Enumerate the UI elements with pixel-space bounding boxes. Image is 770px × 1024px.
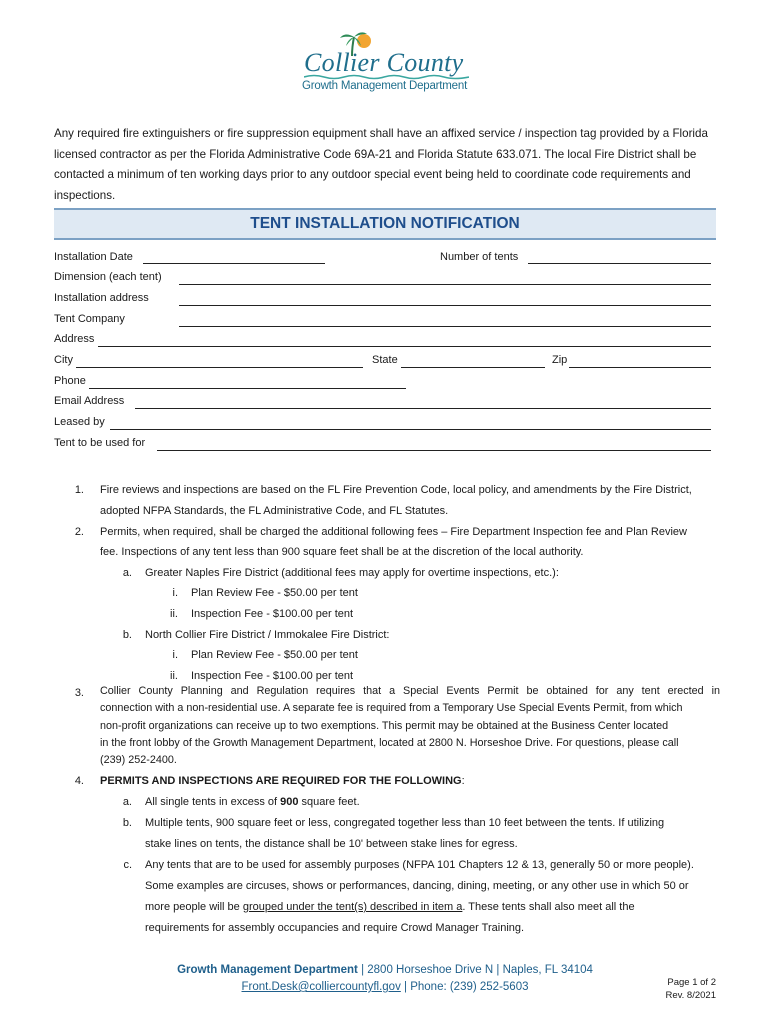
list-item: Permits, when required, shall be charged the additional following fees – Fire Department Inspection fee and Plan Review [100, 525, 687, 538]
email-label: Email Address [54, 395, 125, 407]
email-field[interactable] [135, 408, 711, 409]
installation-address-field[interactable] [179, 305, 711, 306]
footer-address-line [0, 964, 770, 976]
list-item: Plan Review Fee - $50.00 per tent [191, 649, 358, 661]
installation-date-label: Installation Date [54, 251, 133, 263]
number-of-tents-label: Number of tents [440, 251, 519, 263]
list-item [145, 897, 635, 918]
intro-paragraph: Any required fire extinguishers or fire suppression equipment shall have an affixed service / inspection tag provided by a Florida licensed contractor as per the Florida Administrative Code 69A-21 and Florida Statute 633.071. The local Fire District shall be contacted a minimum of ten working days prior to any outdoor special event being held to coordinate code requirements and inspections. [54, 127, 708, 202]
list-item: adopted NFPA Standards, the FL Administrative Code, and FL Statutes. [100, 504, 449, 517]
phone-label: Phone [54, 375, 86, 387]
state-field[interactable] [401, 367, 545, 368]
address-field[interactable] [98, 346, 711, 347]
list-item: Plan Review Fee - $50.00 per tent [191, 587, 358, 599]
list-number: b. [122, 817, 132, 829]
list-number: 4. [74, 775, 84, 787]
footer-dept: Growth Management Department [177, 964, 358, 976]
installation-date-field[interactable] [143, 263, 325, 264]
list-item: Multiple tents, 900 square feet or less, congregated together less than 10 feet between the tents. If utilizing [145, 817, 665, 829]
list-number: i. [172, 587, 178, 599]
list-item: requirements for assembly occupancies and require Crowd Manager Training. [145, 922, 525, 934]
logo-title: Collier County [304, 48, 464, 77]
city-field[interactable] [76, 367, 363, 368]
logo-subtitle: Growth Management Department [302, 80, 468, 92]
leased-by-label: Leased by [54, 416, 105, 428]
list-number: c. [123, 859, 132, 871]
list-number: ii. [170, 608, 178, 620]
state-label: State [372, 354, 398, 366]
list-number: b. [122, 628, 132, 641]
tent-use-label: Tent to be used for [54, 437, 146, 449]
list-item: Greater Naples Fire District (additional fees may apply for overtime inspections, etc.): [145, 566, 559, 579]
county-logo [300, 30, 475, 96]
list-number: 1. [74, 484, 84, 496]
list-item: (239) 252-2400. [100, 754, 177, 767]
text-fragment: . These tents shall also meet all the [462, 901, 635, 913]
zip-label: Zip [552, 354, 568, 366]
phone-field[interactable] [89, 388, 406, 389]
list-number: i. [172, 649, 178, 661]
page-number: Page 1 of 2 [667, 977, 716, 988]
list-item: Any tents that are to be used for assembly purposes (NFPA 101 Chapters 12 & 13, generally 50 or more people). [145, 859, 694, 871]
page-info [640, 976, 716, 1002]
tent-company-label: Tent Company [54, 313, 125, 325]
dimension-label: Dimension (each tent) [54, 271, 162, 283]
list-item [145, 792, 360, 813]
list-item-3 [100, 683, 720, 769]
list-item [100, 771, 465, 792]
footer-address: | 2800 Horseshoe Drive N | Naples, FL 34104 [357, 964, 593, 976]
text-fragment: square feet. [298, 796, 360, 808]
form-title: TENT INSTALLATION NOTIFICATION [250, 215, 520, 232]
list-item-bold: PERMITS AND INSPECTIONS ARE REQUIRED FOR THE FOLLOWING [100, 775, 462, 787]
list-number: a. [122, 796, 132, 808]
list-item: Inspection Fee - $100.00 per tent [191, 670, 354, 682]
list-item: stake lines on tents, the distance shall be 10' between stake lines for egress. [145, 838, 518, 850]
text-fragment: more people will be [145, 901, 243, 913]
text-fragment: All single tents in excess of [145, 796, 281, 808]
footer-email-link[interactable]: Front.Desk@colliercountyfl.gov [241, 981, 401, 993]
leased-by-field[interactable] [110, 429, 711, 430]
list-number: ii. [170, 670, 178, 682]
list-number: 3. [74, 687, 84, 699]
list-item: Fire reviews and inspections are based on the FL Fire Prevention Code, local policy, and amendments by the Fire District, [100, 484, 692, 496]
list-number: 2. [74, 525, 84, 538]
list-item: Some examples are circuses, shows or performances, dancing, dining, meeting, or any other use in which 50 or [145, 880, 689, 892]
list-item-colon: : [461, 775, 465, 787]
list-item: Collier County Planning and Regulation requires that a Special Events Permit be obtained for any tent erected in [100, 685, 720, 697]
list-item: fee. Inspections of any tent less than 900 square feet shall be at the discretion of the local authority. [100, 546, 584, 558]
list-item: Inspection Fee - $100.00 per tent [191, 608, 354, 620]
footer-phone: | Phone: (239) 252-5603 [400, 981, 529, 993]
text-bold: 900 [280, 796, 299, 808]
list-item: North Collier Fire District / Immokalee Fire District: [145, 628, 390, 641]
address-label: Address [54, 333, 95, 345]
list-item: non-profit organizations can receive up to two exemptions. This permit may be obtained at the Business Center located [100, 719, 669, 732]
form-title-banner [54, 208, 716, 240]
list-item: in the front lobby of the Growth Management Department, located at 2800 N. Horseshoe Drive. For questions, please call [100, 736, 679, 749]
requirements-list [0, 480, 770, 950]
dimension-field[interactable] [179, 284, 711, 285]
tent-use-field[interactable] [157, 450, 711, 451]
installation-address-label: Installation address [54, 292, 149, 304]
list-number: a. [122, 566, 132, 579]
city-label: City [54, 354, 73, 366]
number-of-tents-field[interactable] [528, 263, 711, 264]
revision-date: Rev. 8/2021 [665, 990, 716, 1001]
zip-field[interactable] [569, 367, 711, 368]
tent-company-field[interactable] [179, 326, 711, 327]
text-underlined: grouped under the tent(s) described in item a [242, 901, 463, 913]
list-item: connection with a non-residential use. A separate fee is required from a Temporary Use Special Events Permit, from which [100, 702, 683, 715]
